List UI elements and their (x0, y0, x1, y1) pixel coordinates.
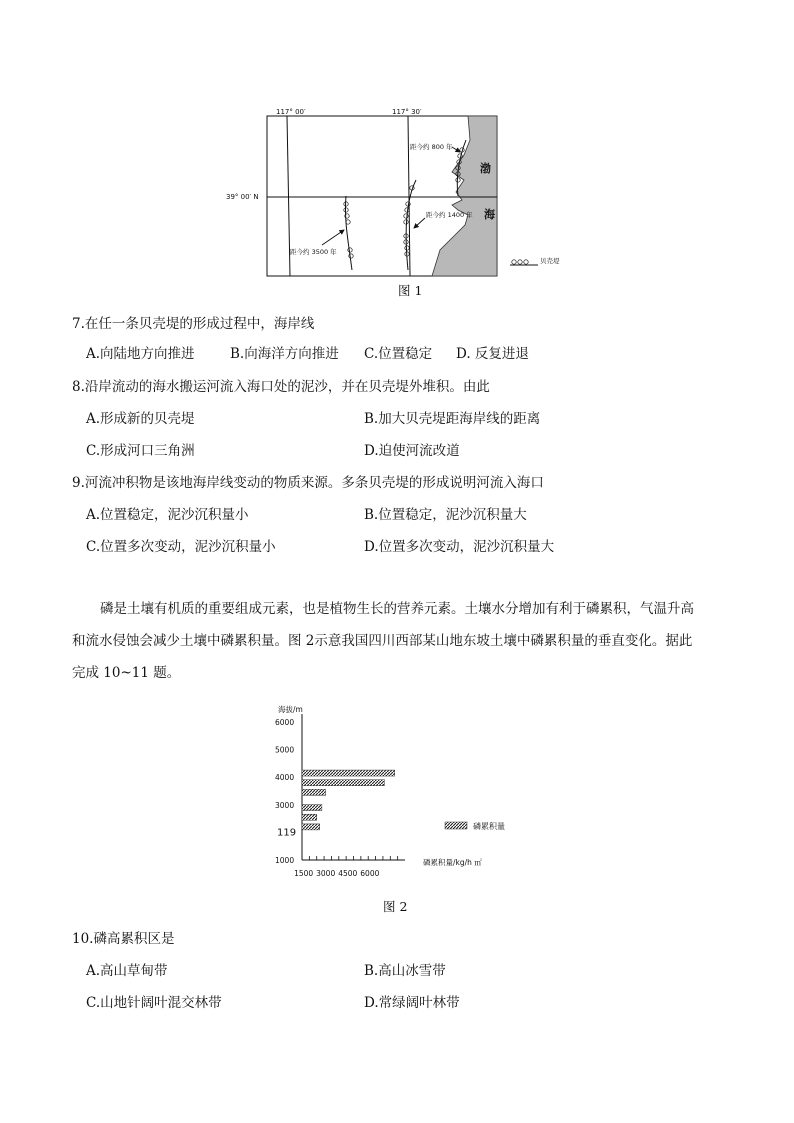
x-tick-label: 6000 (360, 869, 380, 878)
legend-label: 磷累积量 (473, 822, 505, 831)
intro-line-3: 完成 10~11 题。 (72, 665, 181, 681)
q8-option-a: A.形成新的贝壳堤 (86, 411, 195, 427)
bar (302, 824, 320, 830)
q9-option-c: C.位置多次变动，泥沙沉积量小 (86, 539, 276, 555)
q10-option-c: C.山地针阔叶混交林带 (86, 995, 222, 1011)
bar (302, 780, 384, 786)
q9-stem: 9.河流冲积物是该地海岸线变动的物质来源。多条贝壳堤的形成说明河流入海口 (72, 475, 544, 491)
x-tick-label: 1500 (294, 869, 314, 878)
intro-line-2: 和流水侵蚀会减少土壤中磷累积量。图 2示意我国四川西部某山地东坡土壤中磷累积量的垂直变化。据此 (72, 633, 693, 649)
x-axis-title: 磷累积量/kg/h ㎡ (423, 858, 482, 867)
q10-option-b: B.高山冰雪带 (364, 963, 446, 979)
legend-label: 贝壳堤 (540, 257, 560, 265)
q9-option-b: B.位置稳定，泥沙沉积量大 (364, 507, 527, 523)
intro-line-1: 磷是土壤有机质的重要组成元素，也是植物生长的营养元素。土壤水分增加有利于磷累积，气温升高 (100, 601, 694, 617)
q7-option-c: C.位置稳定 (364, 346, 433, 362)
sea-label-hai: 海 (484, 208, 495, 221)
q7-option-d: D. 反复进退 (456, 346, 529, 362)
bar (302, 789, 326, 795)
y-axis-title: 海拔/m (278, 705, 303, 714)
x-tick-label: 3000 (316, 869, 336, 878)
label-3500-years: 距今约 3500 年 (290, 248, 337, 256)
q8-option-b: B.加大贝壳堤距海岸线的距离 (364, 411, 541, 427)
sea-label-bo: 渤 (480, 162, 491, 175)
y-tick-label: 6000 (275, 718, 295, 727)
q10-stem: 10.磷高累积区是 (72, 931, 175, 947)
q8-stem: 8.沿岸流动的海水搬运河流入海口处的泥沙，并在贝壳堤外堆积。由此 (72, 379, 490, 395)
y-tick-label: 5000 (275, 745, 295, 755)
figure2-caption: 图 2 (383, 899, 408, 914)
q8-option-d: D.迫使河流改道 (364, 443, 460, 459)
bar (302, 814, 317, 820)
bar (302, 805, 322, 811)
q7-option-a: A.向陆地方向推进 (86, 346, 195, 362)
bar (302, 770, 395, 776)
lon-label-1: 117° 00′ (276, 108, 306, 116)
q8-option-c: C.形成河口三角洲 (86, 443, 195, 459)
q9-option-d: D.位置多次变动，泥沙沉积量大 (364, 539, 555, 555)
figure1-map (220, 100, 580, 300)
label-1400-years: 距今约 1400 年 (426, 211, 473, 219)
y-tick-label: 4000 (275, 773, 295, 783)
q7-option-b: B.向海洋方向推进 (230, 346, 339, 362)
y-tick-label: 3000 (275, 800, 295, 810)
q7-stem: 7.在任一条贝壳堤的形成过程中，海岸线 (72, 316, 315, 332)
q10-option-d: D.常绿阔叶林带 (364, 995, 460, 1011)
legend-swatch (445, 822, 467, 829)
q10-option-a: A.高山草甸带 (86, 963, 168, 979)
y-tick-label: 1000 (275, 856, 295, 865)
x-tick-label: 4500 (338, 869, 358, 878)
lat-label: 39° 00′ N (226, 193, 259, 201)
figure2-chart (270, 700, 530, 890)
lon-label-2: 117° 30′ (392, 108, 422, 116)
y-tick-label: 119 (277, 827, 297, 839)
label-800-years: 距今约 800 年 (410, 143, 453, 151)
q9-option-a: A.位置稳定，泥沙沉积量小 (86, 507, 249, 523)
figure1-caption: 图 1 (398, 283, 423, 298)
